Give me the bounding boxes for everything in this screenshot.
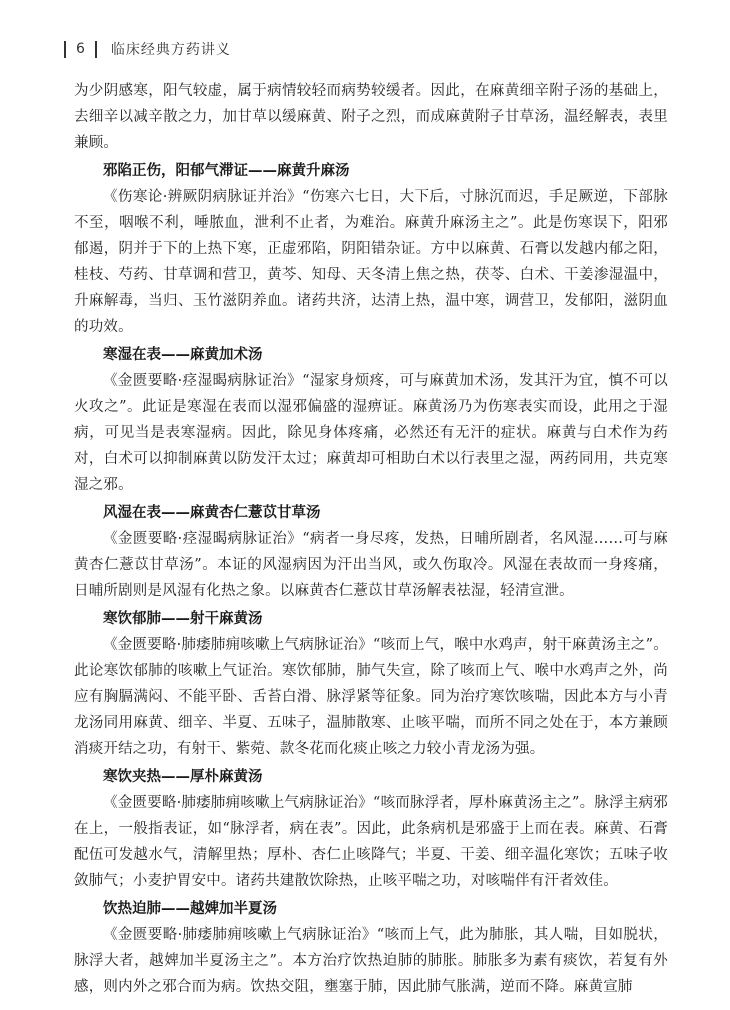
header-divider — [95, 41, 97, 58]
section-heading: 寒饮郁肺——射干麻黄汤 — [103, 611, 263, 627]
section-paragraph: 《伤寒论·辨厥阴病脉证并治》“伤寒六七日，大下后，寸脉沉而迟，手足厥逆，下部脉不至，咽喉不利，唾脓血，泄利不止者，为难治。麻黄升麻汤主之”。此是伤寒误下，阳邪郁遏，阴并于下的上热下寒，正虚邪陷，阴阳错杂证。方中以麻黄、石膏以发越内郁之阳，桂枝、芍药、甘草调和营卫，黄芩、知母、天冬清上焦之热，茯苓、白术、干姜渗湿温中，升麻解毒，当归、玉竹滋阴养血。诸药共济，达清上热，温中寒，调营卫，发郁阳，滋阴血的功效。 — [74, 189, 668, 335]
section-heading: 邪陷正伤，阳郁气滞证——麻黄升麻汤 — [103, 163, 350, 179]
section-heading: 寒湿在表——麻黄加术汤 — [103, 347, 263, 363]
section-paragraph: 《金匮要略·痉湿暍病脉证治》“湿家身烦疼，可与麻黄加术汤，发其汗为宜，慎不可以火攻之”。此证是寒湿在表而以湿邪偏盛的湿痹证。麻黄汤乃为伤寒表实而设，此用之于湿病，可见当是表寒湿病。因此，除见身体疼痛，必然还有无汗的症状。麻黄与白术作为药对，白术可以抑制麻黄以防发汗太过；麻黄却可相助白术以行表里之湿，两药同用，共克寒湿之邪。 — [74, 373, 668, 493]
section-paragraph: 《金匮要略·痉湿暍病脉证治》“病者一身尽疼，发热，日晡所剧者，名风湿……可与麻黄杏仁薏苡甘草汤”。本证的风湿病因为汗出当风，或久伤取冷。风湿在表故而一身疼痛，日晡所剧则是风湿有化热之象。以麻黄杏仁薏苡甘草汤解表祛湿，轻清宣泄。 — [74, 531, 668, 599]
section-heading: 寒饮夹热——厚朴麻黄汤 — [103, 769, 263, 785]
section-paragraph: 《金匮要略·肺痿肺痈咳嗽上气病脉证治》“咳而上气，喉中水鸡声，射干麻黄汤主之”。此论寒饮郁肺的咳嗽上气证治。寒饮郁肺，肺气失宣，除了咳而上气、喉中水鸡声之外，尚应有胸膈满闷、不能平卧、舌苔白滑、脉浮紧等征象。同为治疗寒饮咳喘，因此本方与小青龙汤同用麻黄、细辛、半夏、五味子，温肺散寒、止咳平喘，而所不同之处在于，本方兼顾消痰开结之功，有射干、紫菀、款冬花而化痰止咳之力较小青龙汤为强。 — [74, 637, 668, 757]
page-header — [64, 38, 231, 60]
page-number: 6 — [76, 41, 85, 57]
section-heading: 饮热迫肺——越婢加半夏汤 — [103, 901, 277, 917]
book-title: 临床经典方药讲义 — [110, 42, 231, 58]
intro-paragraph: 为少阴感寒，阳气较虚，属于病情较轻而病势较缓者。因此，在麻黄细辛附子汤的基础上，去细辛以减辛散之力，加甘草以缓麻黄、附子之烈，而成麻黄附子甘草汤，温经解表，表里兼顾。 — [74, 83, 668, 151]
page-body — [74, 78, 668, 1000]
section-paragraph: 《金匮要略·肺痿肺痈咳嗽上气病脉证治》“咳而脉浮者，厚朴麻黄汤主之”。脉浮主病邪在上，一般指表证，如“脉浮者，病在表”。因此，此条病机是邪盛于上而在表。麻黄、石膏配伍可发越水气，清解里热；厚朴、杏仁止咳降气；半夏、干姜、细辛温化寒饮；五味子收敛肺气；小麦护胃安中。诸药共建散饮除热，止咳平喘之功，对咳喘伴有汗者效佳。 — [74, 795, 668, 889]
header-divider — [64, 41, 66, 58]
section-paragraph: 《金匮要略·肺痿肺痈咳嗽上气病脉证治》“咳而上气，此为肺胀，其人喘，目如脱状，脉浮大者，越婢加半夏汤主之”。本方治疗饮热迫肺的肺胀。肺胀多为素有痰饮，若复有外感，则内外之邪合而为病。饮热交阻，壅塞于肺，因此肺气胀满，逆而不降。麻黄宣肺 — [74, 927, 668, 995]
section-heading: 风湿在表——麻黄杏仁薏苡甘草汤 — [103, 505, 321, 521]
